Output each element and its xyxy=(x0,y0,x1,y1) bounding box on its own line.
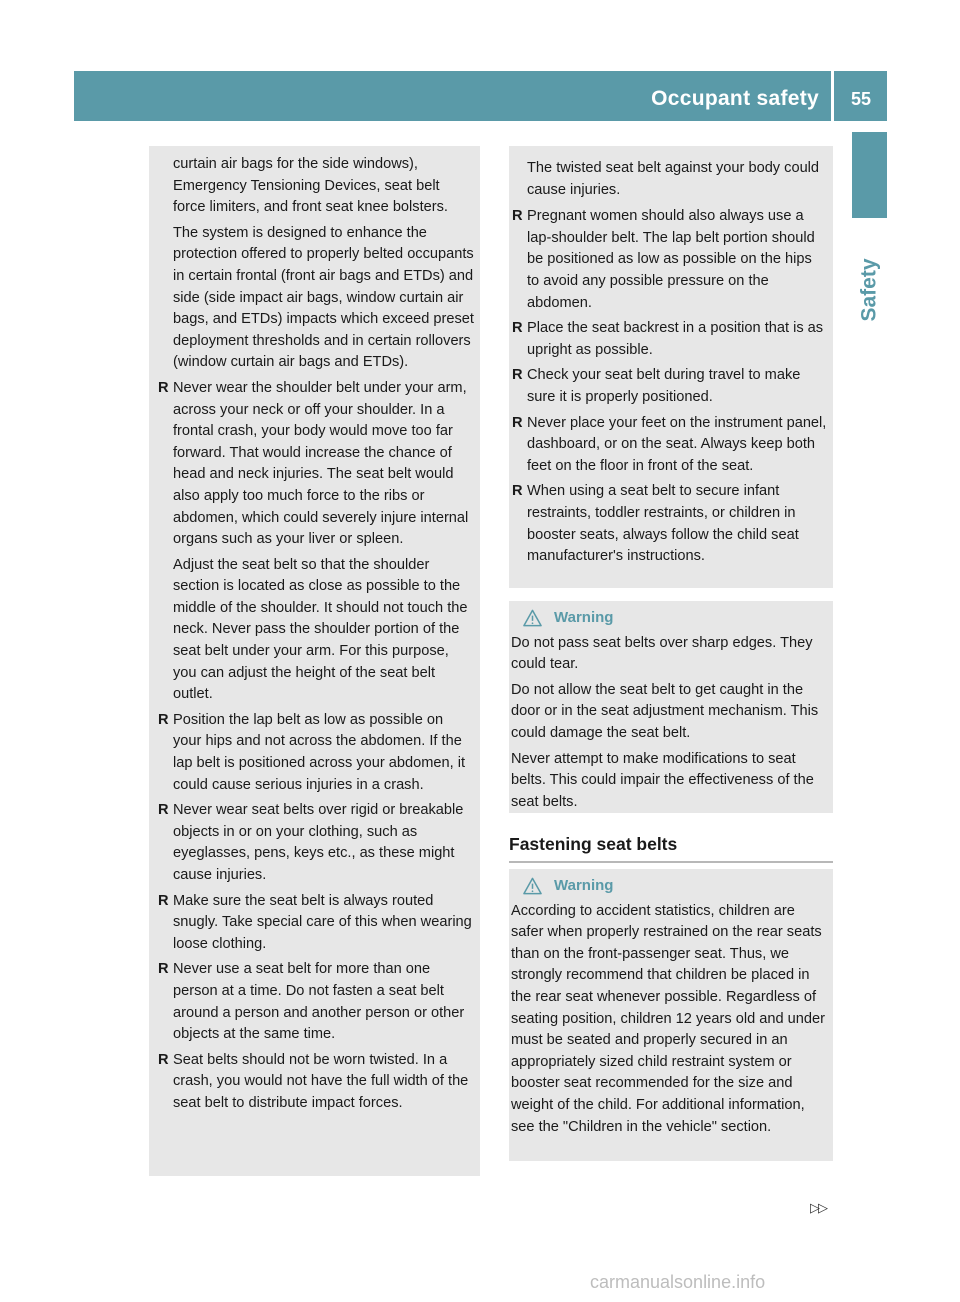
list-item-text: Place the seat backrest in a position that is as upright as possible. xyxy=(527,320,824,358)
bullet-marker: R xyxy=(512,208,523,225)
side-tab-label xyxy=(848,235,892,345)
list-item-text: Never place your feet on the instrument panel, dashboard, or on the seat. Always keep both feet on the floor in front of the seat. xyxy=(527,414,827,474)
continue-arrows-icon: ▷▷ xyxy=(810,1200,826,1215)
header-bar xyxy=(74,71,887,121)
list-item-text: Never wear the shoulder belt under your arm, across your neck or off your shoulder. In a frontal crash, your body would move too far forward. That would increase the chance of head and neck injuries. The seat belt would also apply too much force to the ribs or abdomen, which could severely injure internal organs such as your liver or spleen. xyxy=(173,379,469,548)
warning-title: Warning xyxy=(554,609,614,626)
warning-triangle-icon xyxy=(523,877,542,895)
bullet-marker: R xyxy=(158,1051,169,1068)
warning-paragraph: Never attempt to make modifications to seat belts. This could impair the effectiveness of the seat belts. xyxy=(511,750,814,810)
warning-header xyxy=(511,607,827,629)
list-item xyxy=(512,206,827,314)
bullet-marker: R xyxy=(512,483,523,500)
list-item xyxy=(158,1050,474,1115)
watermark: carmanualsonline.info xyxy=(590,1272,766,1292)
bullet-marker: R xyxy=(158,802,169,819)
right-info-box xyxy=(509,146,833,588)
list-item-text: When using a seat belt to secure infant restraints, toddler restraints, or children in booster seats, always follow the child seat manufacturer's instructions. xyxy=(527,483,799,565)
list-item xyxy=(512,365,827,408)
bullet-marker: R xyxy=(512,414,523,431)
warning-title: Warning xyxy=(554,877,614,894)
list-item-text: Position the lap belt as low as possible on your hips and not across the abdomen. If the lap belt is positioned across your abdomen, it could cause serious injuries in a crash. xyxy=(173,711,466,793)
list-item xyxy=(158,959,474,1045)
bullet-marker: R xyxy=(158,711,169,728)
warning-triangle-icon xyxy=(523,609,542,627)
list-item xyxy=(512,318,827,361)
safety-bullet-list xyxy=(512,206,827,568)
safety-bullet-list xyxy=(158,378,474,1115)
list-item xyxy=(512,413,827,478)
side-tab-marker xyxy=(852,132,887,218)
list-item-text: Never wear seat belts over rigid or breakable objects in or on your clothing, such as eyeglasses, pens, keys etc., as these might cause injuries. xyxy=(173,802,464,883)
warning-paragraph: Do not allow the seat belt to get caught in the door or in the seat adjustment mechanism. This could damage the seat belt. xyxy=(511,681,819,741)
list-item xyxy=(512,481,827,567)
warning-paragraph: Do not pass seat belts over sharp edges. They could tear. xyxy=(511,634,813,673)
page-number: 55 xyxy=(850,89,871,109)
warning-paragraph: According to accident statistics, children are safer when properly restrained on the rear seats than on the front-passenger seat. Thus, we strongly recommend that children be placed in the rear seat whenever possible. Regardless of seating position, children 12 years old and under must be seated and properly secured in an appropriately sized child restraint system or booster seat recommended for the size and weight of the child. For additional information, see the "Children in the vehicle" section. xyxy=(511,902,825,1135)
warning-header xyxy=(511,875,827,897)
bullet-marker: R xyxy=(512,367,523,384)
warning-box xyxy=(509,601,833,813)
list-item-text: Pregnant women should also always use a lap-shoulder belt. The lap belt portion should be positioned as low as possible on the hips to avoid any possible pressure on the abdomen. xyxy=(527,208,815,311)
side-tab-label-text: Safety xyxy=(858,258,881,322)
page-title: Occupant safety xyxy=(651,87,819,110)
list-item xyxy=(158,891,474,956)
bullet-marker: R xyxy=(158,892,169,909)
warning-box xyxy=(509,869,833,1161)
list-item-text: Make sure the seat belt is always routed snugly. Take special care of this when wearing loose clothing. xyxy=(173,892,472,952)
list-item-text: Seat belts should not be worn twisted. In a crash, you would not have the full width of the seat belt to distribute impact forces. xyxy=(173,1051,469,1111)
section-heading: Fastening seat belts xyxy=(509,834,833,863)
intro-paragraph: The twisted seat belt against your body could cause injuries. xyxy=(527,160,820,198)
intro-paragraph: The system is designed to enhance the protection offered to properly belted occupants in certain frontal (front air bags and ETDs) and side (side impact air bags, window curtain air bags, and ETDs) impacts which exceed preset deployment thresholds and in certain rollovers (window curtain air bags and ETDs). xyxy=(173,224,474,371)
list-item xyxy=(158,378,474,706)
left-info-box xyxy=(149,146,480,1176)
list-item-text: Never use a seat belt for more than one person at a time. Do not fasten a seat belt around a person and another person or other objects at the same time. xyxy=(173,961,465,1043)
intro-paragraph: curtain air bags for the side windows), Emergency Tensioning Devices, seat belt force limiters, and front seat knee bolsters. xyxy=(173,156,448,216)
bullet-marker: R xyxy=(158,961,169,978)
bullet-marker: R xyxy=(512,320,523,337)
bullet-marker: R xyxy=(158,379,169,396)
list-item xyxy=(158,800,474,886)
list-item xyxy=(158,710,474,796)
header-divider xyxy=(831,71,834,121)
list-item-text: Check your seat belt during travel to make sure it is properly positioned. xyxy=(527,367,801,405)
list-item-extra: Adjust the seat belt so that the shoulder section is located as close as possible to the middle of the shoulder. It should not touch the neck. Never pass the shoulder portion of the seat belt under your arm. For this purpose, you can adjust the height of the seat belt outlet. xyxy=(173,556,468,703)
